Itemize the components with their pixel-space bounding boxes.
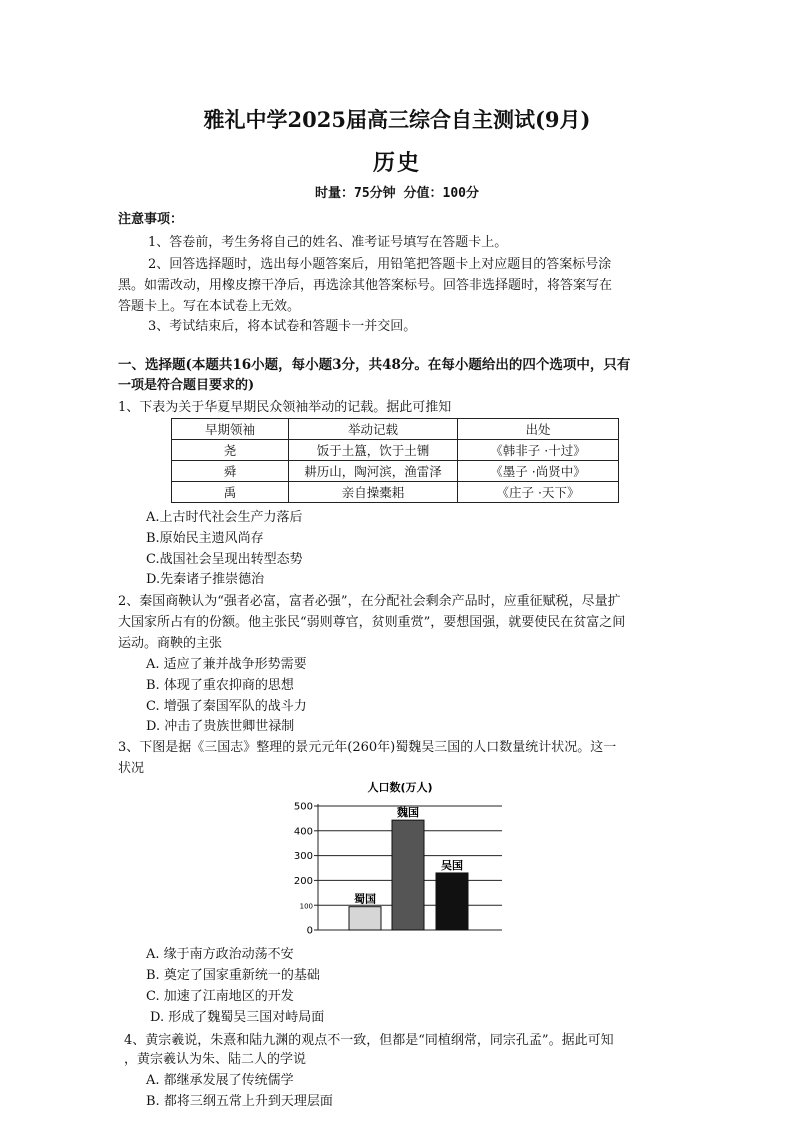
bar-label: 吴国 (441, 858, 463, 872)
q1-option-d: D.先秦诸子推崇德治 (146, 572, 265, 587)
table-header-cell: 出处 (458, 419, 619, 440)
section-heading-cont: 一项是符合题目要求的) (118, 378, 255, 393)
table-row (172, 440, 619, 461)
q2-stem-line: 2、秦国商鞅认为“强者必富，富者必强”，在分配社会剩余产品时，应重征赋税，尽量扩 (118, 594, 621, 609)
q4-stem-line: ，黄宗羲认为朱、陆二人的学说 (124, 1052, 307, 1067)
q4-option-b: B. 都将三纲五常上升到天理层面 (146, 1094, 333, 1109)
q1-option-b: B.原始民主遗风尚存 (146, 531, 264, 546)
notice-line: 黑。如需改动，用橡皮擦干净后，再选涂其他答案标号。回答非选择题时，将答案写在 (118, 278, 613, 293)
table-header-cell: 早期领袖 (172, 419, 289, 440)
exam-title: 雅礼中学2025届高三综合自主测试(9月) (203, 107, 591, 132)
table-cell: 亲自操橐耜 (289, 482, 458, 503)
y-tick-label: 100 (299, 902, 313, 911)
y-tick-label: 400 (293, 826, 313, 838)
subject-title: 历史 (372, 150, 421, 176)
bar-label: 蜀国 (354, 892, 376, 906)
notice-line: 答题卡上。写在本试卷上无效。 (118, 299, 301, 314)
section-heading: 一、选择题(本题共16小题，每小题3分，共48分。在每小题给出的四个选项中，只有 (118, 357, 631, 373)
bar-2 (436, 873, 468, 930)
q3-option-c: C. 加速了江南地区的开发 (146, 989, 294, 1004)
q1-option-c: C.战国社会呈现出转型态势 (146, 552, 303, 567)
q1-stem: 1、下表为关于华夏早期民众领袖举动的记载。据此可推知 (118, 400, 452, 415)
y-tick-label: 200 (293, 875, 313, 887)
bar-label: 魏国 (397, 806, 419, 820)
table-header-row (172, 419, 619, 440)
q3-stem-line: 状况 (118, 761, 145, 776)
y-tick-label: 300 (293, 851, 313, 863)
q2-option-d: D. 冲击了贵族世卿世禄制 (146, 719, 295, 734)
table-row (172, 461, 619, 482)
q4-option-a: A. 都继承发展了传统儒学 (146, 1073, 294, 1088)
q1-table (171, 418, 619, 503)
q3-stem-line: 3、下图是据《三国志》整理的景元元年(260年)蜀魏吴三国的人口数量统计状况。这一 (118, 740, 617, 755)
bar-1 (392, 820, 424, 930)
y-tick-label: 500 (293, 801, 313, 813)
population-chart (280, 775, 520, 940)
bar-0 (349, 907, 381, 930)
notice-heading: 注意事项： (118, 212, 184, 227)
q2-stem-line: 运动。商鞅的主张 (118, 636, 223, 651)
y-tick-label: 0 (306, 925, 313, 937)
time-score-info: 时量：75分钟 分值：100分 (315, 186, 479, 201)
table-cell: 尧 (172, 440, 289, 461)
q3-option-a: A. 缘于南方政治动荡不安 (146, 947, 294, 962)
table-cell: 舜 (172, 461, 289, 482)
notice-line: 2、回答选择题时，选出每小题答案后，用铅笔把答题卡上对应题目的答案标号涂 (148, 257, 612, 272)
notice-line: 1、答卷前，考生务将自己的姓名、准考证号填写在答题卡上。 (148, 235, 508, 250)
q2-option-a: A. 适应了兼并战争形势需要 (146, 657, 307, 672)
q2-option-b: B. 体现了重农抑商的思想 (146, 678, 294, 693)
q1-option-a: A.上古时代社会生产力落后 (146, 510, 303, 525)
q3-option-d: D. 形成了魏蜀吴三国对峙局面 (150, 1010, 325, 1025)
chart-title: 人口数(万人) (367, 781, 433, 794)
table-cell: 禹 (172, 482, 289, 503)
table-header-cell: 举动记载 (289, 419, 458, 440)
q3-option-b: B. 奠定了国家重新统一的基础 (146, 968, 320, 983)
q4-stem-line: 4、黄宗羲说，朱熹和陆九渊的观点不一致，但都是“同植纲常，同宗孔孟”。据此可知 (124, 1033, 614, 1048)
table-cell: 《墨子 ·尚贤中》 (458, 461, 619, 482)
table-cell: 《韩非子 ·十过》 (458, 440, 619, 461)
q2-stem-line: 大国家所占有的份额。他主张民“弱则尊官，贫则重赏”，要想国强，就要使民在贫富之间 (118, 615, 626, 630)
table-cell: 耕历山，陶河滨，渔雷泽 (289, 461, 458, 482)
table-cell: 《庄子 ·天下》 (458, 482, 619, 503)
table-row (172, 482, 619, 503)
table-cell: 饭于土簋，饮于土铏 (289, 440, 458, 461)
notice-line: 3、考试结束后，将本试卷和答题卡一并交回。 (148, 319, 417, 334)
q2-option-c: C. 增强了秦国军队的战斗力 (146, 699, 307, 714)
